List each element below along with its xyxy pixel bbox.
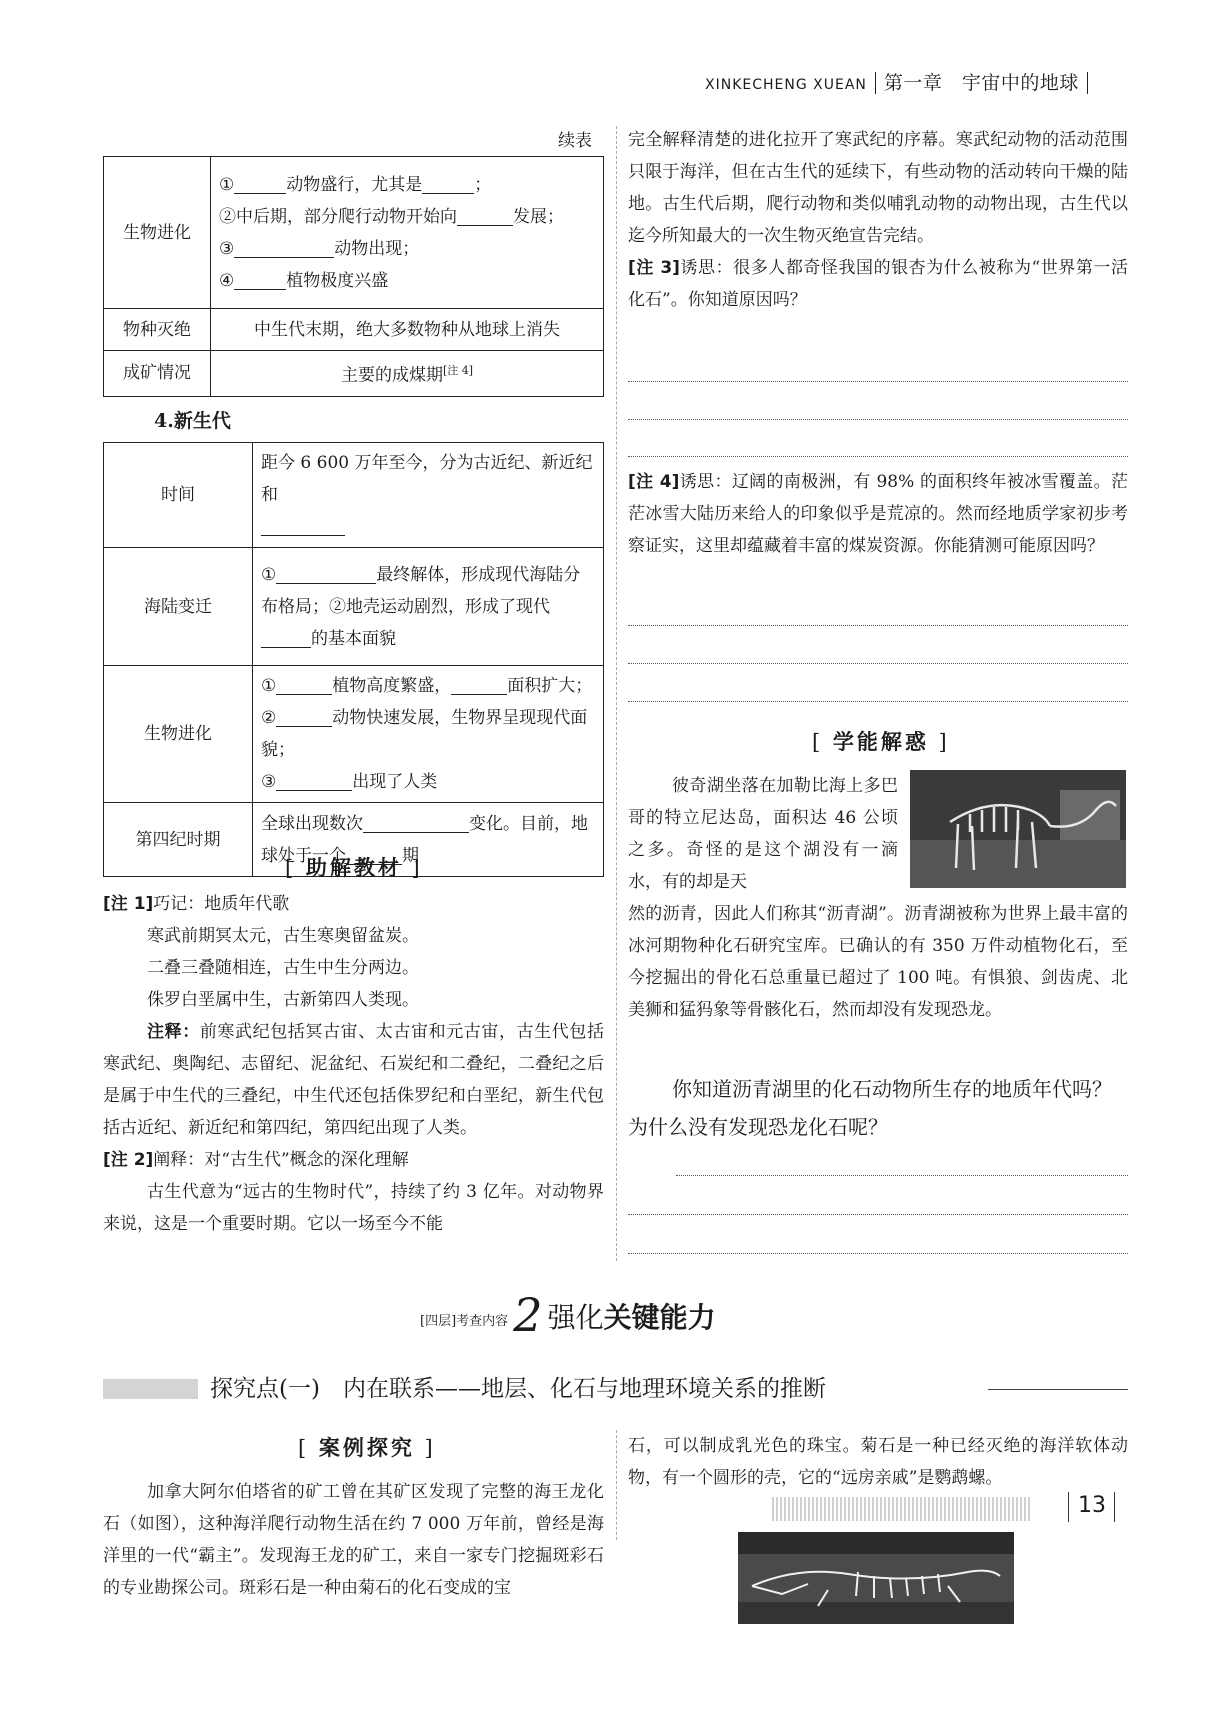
fill-blank[interactable] <box>276 561 376 584</box>
evolution-cell: ① 植物高度繁盛， 面积扩大； ② 动物快速发展，生物界呈现现代面貌； ③ 出现了人类 <box>253 666 604 803</box>
fill-blank[interactable] <box>276 672 332 695</box>
puzzle-text-part2: 然的沥青，因此人们称其“沥青湖”。沥青湖被称为世界上最丰富的冰河期物种化石研究宝库。已确认的有 350 万件动植物化石，至今挖掘出的骨化石总重量已超过了 100 吨。有惧狼、剑齿虎、北美狮和猛犸象等骨骸化石，然而却没有发现恐龙。 <box>628 904 1128 1020</box>
row-head-time: 时间 <box>104 443 253 548</box>
puzzle-section-title: [ 学能解惑 ] <box>812 726 950 756</box>
answer-line[interactable] <box>628 418 1128 420</box>
banner-number: 2 <box>513 1288 543 1342</box>
row-head-extinction: 物种灭绝 <box>104 309 211 351</box>
fill-blank[interactable] <box>234 171 286 194</box>
note4-text <box>628 466 1128 562</box>
table-caption: 续表 <box>558 131 592 151</box>
answer-line[interactable] <box>628 1213 1128 1215</box>
row-head-minerals: 成矿情况 <box>104 351 211 397</box>
fill-blank[interactable] <box>422 171 474 194</box>
banner-tag: [四层]考查内容 <box>420 1314 509 1329</box>
page-number-divider <box>1068 1492 1069 1522</box>
fill-blank[interactable] <box>261 625 311 648</box>
note-body: 古生代意为“远古的生物时代”，持续了约 3 亿年。对动物界来说，这是一个重要时期。它以一场至今不能 <box>103 1182 604 1234</box>
answer-line[interactable] <box>628 700 1128 702</box>
inquiry-rule <box>988 1389 1128 1390</box>
continued-paragraph: 完全解释清楚的进化拉开了寒武纪的序幕。寒武纪动物的活动范围只限于海洋，但在古生代的延续下，有些动物的活动转向干燥的陆地。古生代后期，爬行动物和类似哺乳动物的动物出现，古生代以迄今所知最大的一次生物灭绝宣告完结。 <box>628 130 1128 246</box>
answer-line[interactable] <box>676 1174 1128 1176</box>
helper-section-title: [ 助解教材 ] <box>285 852 423 882</box>
case-section-title: [ 案例探究 ] <box>298 1432 436 1462</box>
answer-line[interactable] <box>628 455 1128 457</box>
fill-blank[interactable] <box>276 768 352 791</box>
time-cell: 距今 6 600 万年至今，分为古近纪、新近纪和 <box>253 443 604 548</box>
land-sea-cell: ① 最终解体，形成现代海陆分布格局；②地壳运动剧烈，形成了现代的基本面貌 <box>253 548 604 666</box>
explanation-text: 前寒武纪包括冥古宙、太古宙和元古宙，古生代包括寒武纪、奥陶纪、志留纪、泥盆纪、石炭纪和二叠纪，二叠纪之后是属于中生代的三叠纪，中生代还包括侏罗纪和白垩纪，新生代包括古近纪、新近纪和第四纪，第四纪出现了人类。 <box>103 1022 605 1138</box>
fill-blank[interactable] <box>234 235 334 258</box>
answer-line[interactable] <box>628 1252 1128 1254</box>
row-head-land-sea: 海陆变迁 <box>104 548 253 666</box>
fill-blank[interactable] <box>363 810 469 833</box>
page-number-divider <box>1114 1492 1115 1522</box>
header-divider <box>875 72 876 94</box>
note-label: [注 2] <box>103 1150 154 1170</box>
fill-blank[interactable] <box>451 672 507 695</box>
note-label: [注 4] <box>628 472 680 492</box>
note-text: 诱思：很多人都奇怪我国的银杏为什么被称为“世界第一活化石”。你知道原因吗？ <box>628 258 1128 310</box>
note-text: 诱思：辽阔的南极洲，有 98% 的面积终年被冰雪覆盖。茫茫冰雪大陆历来给人的印象似乎是荒凉的。然而经地质学家初步考察证实，这里却蕴藏着丰富的煤炭资源。你能猜测可能原因吗？ <box>628 472 1128 556</box>
mosasaur-fossil-photo <box>738 1532 1014 1624</box>
mammoth-skeleton-image <box>910 770 1126 888</box>
banner-text: 强化关键能力 <box>547 1301 716 1334</box>
right-column-text <box>628 124 1128 316</box>
row-head-quaternary: 第四纪时期 <box>104 803 253 877</box>
answer-line[interactable] <box>628 380 1128 382</box>
helper-body <box>103 888 604 1240</box>
fill-blank[interactable] <box>261 513 345 536</box>
fill-blank[interactable] <box>234 267 286 290</box>
puzzle-text-part1: 彼奇湖坐落在加勒比海上多巴哥的特立尼达岛，面积达 46 公顷之多。奇怪的是这个湖没有一滴水，有的却是天 <box>628 776 898 892</box>
header-divider <box>1087 72 1088 94</box>
mosasaur-fossil-image <box>738 1532 1014 1624</box>
column-divider <box>616 1430 617 1540</box>
quaternary-cell: 全球出现数次 变化。目前，地球处于一个 期 <box>253 803 604 877</box>
fill-blank[interactable] <box>457 203 513 226</box>
mesozoic-table <box>103 156 604 397</box>
evolution-cell: ① 动物盛行，尤其是 ； ②中后期，部分爬行动物开始向 发展； ③ 动物出现； ④ 植物极度兴盛 <box>211 157 604 309</box>
chapter-title: 第一章 宇宙中的地球 <box>883 72 1079 94</box>
answer-line[interactable] <box>628 662 1128 664</box>
cenozoic-title: 4.新生代 <box>154 410 231 432</box>
poem-line: 寒武前期冥太元，古生寒奥留盆炭。 <box>147 926 419 946</box>
series-name: XINKECHENG XUEAN <box>705 77 867 93</box>
case-text-continued: 石，可以制成乳光色的珠宝。菊石是一种已经灭绝的海洋软体动物，有一个圆形的壳，它的“远房亲戚”是鹦鹉螺。 <box>628 1436 1128 1488</box>
poem-line: 侏罗白垩属中生，古新第四人类现。 <box>147 990 419 1010</box>
note-label: [注 3] <box>628 258 680 278</box>
cenozoic-table <box>103 442 604 877</box>
note-ref: [注 4] <box>442 364 474 377</box>
answer-line[interactable] <box>628 624 1128 626</box>
row-head-evolution: 生物进化 <box>104 666 253 803</box>
page-number: 13 <box>1078 1493 1106 1518</box>
row-head-evolution: 生物进化 <box>104 157 211 309</box>
note-label: [注 1] <box>103 894 154 914</box>
fill-blank[interactable] <box>276 704 332 727</box>
minerals-cell: 主要的成煤期[注 4] <box>211 351 604 397</box>
column-divider <box>616 126 617 1261</box>
poem-line: 二叠三叠随相连，古生中生分两边。 <box>147 958 419 978</box>
note-text: 阐释：对“古生代”概念的深化理解 <box>153 1150 409 1170</box>
inquiry-marker <box>103 1379 198 1399</box>
page-number-decoration <box>772 1497 1032 1521</box>
running-header <box>705 68 1096 95</box>
inquiry-title: 探究点(一) 内在联系——地层、化石与地理环境关系的推断 <box>210 1376 826 1402</box>
note-text: 巧记：地质年代歌 <box>153 894 290 914</box>
explanation-label: 注释： <box>147 1022 200 1042</box>
extinction-cell: 中生代末期，绝大多数物种从地球上消失 <box>211 309 604 351</box>
puzzle-question: 你知道沥青湖里的化石动物所生存的地质年代吗？为什么没有发现恐龙化石呢？ <box>628 1077 1112 1139</box>
section-banner <box>420 1288 716 1342</box>
mammoth-skeleton-photo <box>910 770 1126 888</box>
case-text: 加拿大阿尔伯塔省的矿工曾在其矿区发现了完整的海王龙化石（如图），这种海洋爬行动物生活在约 7 000 万年前，曾经是海洋里的一代“霸主”。发现海王龙的矿工，来自一家专门挖掘斑彩石的专业勘探公司。斑彩石是一种由菊石的化石变成的宝 <box>103 1482 604 1598</box>
